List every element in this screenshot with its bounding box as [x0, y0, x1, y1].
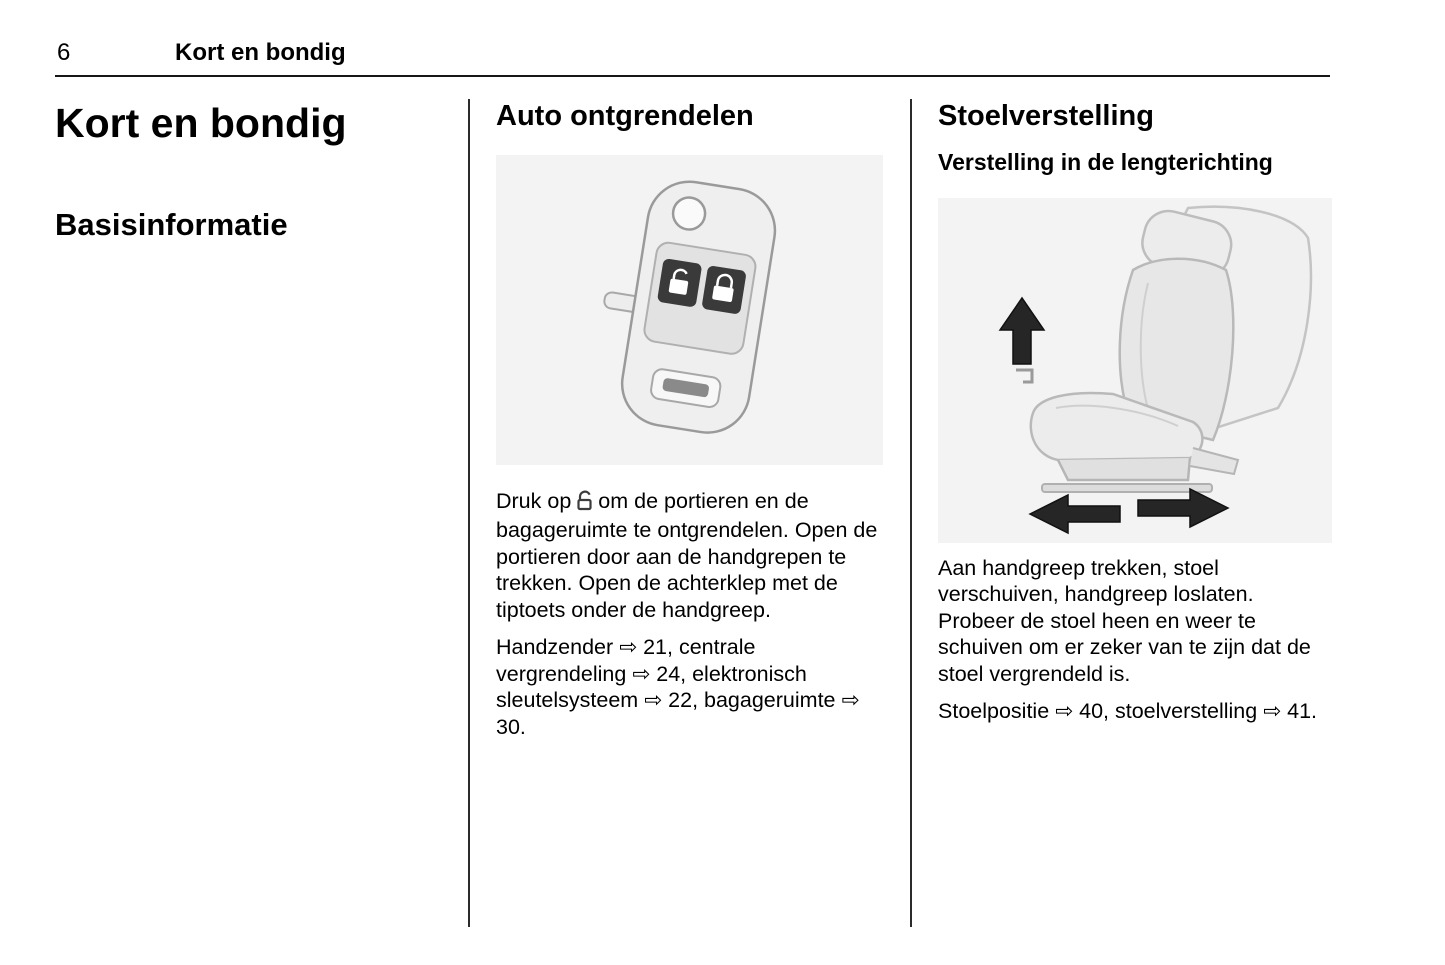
- column-middle: [470, 99, 910, 927]
- unlock-references: Handzender ⇨ 21, centrale vergrendeling ⇨ 24, elektronisch sleutelsysteem ⇨ 22, bagageruimte ⇨ 30.: [496, 635, 860, 739]
- header-rule: [55, 75, 1330, 77]
- seat-base: [1058, 458, 1190, 480]
- unlock-paragraph-before: Druk op: [496, 488, 572, 513]
- unlock-glyph-body: [668, 278, 688, 295]
- column-right: [912, 99, 1332, 927]
- seat-adjustment-illustration: [938, 198, 1332, 543]
- unlock-paragraph-after: om de portieren en de bagageruimte te ontgrendelen. Open de portieren door aan de handgrepen te trekken. Open de achterklep met de tiptoets onder de handgreep.: [496, 488, 878, 622]
- key-fob-graphic: [496, 155, 883, 465]
- seat-paragraph: Aan handgreep trekken, stoel verschuiven, handgreep loslaten. Probeer de stoel heen en weer te schuiven om er zeker van te zijn dat de stoel vergrendeld is.: [938, 555, 1311, 686]
- left-arrow-icon: [1030, 495, 1120, 533]
- topic-heading-unlock: Auto ontgrendelen: [496, 100, 754, 132]
- recline-lever: [1190, 448, 1238, 474]
- page-number: 6: [57, 39, 71, 66]
- topic-heading-seat: Stoelverstelling: [938, 100, 1154, 132]
- seat-references: Stoelpositie ⇨ 40, stoelverstelling ⇨ 41.: [938, 699, 1318, 724]
- column-left: [55, 99, 468, 927]
- up-arrow-icon: [1000, 298, 1044, 364]
- key-fob-illustration: [496, 155, 883, 465]
- seat-graphic: [938, 198, 1332, 543]
- unlock-paragraph: [496, 488, 883, 624]
- chapter-title: Kort en bondig: [55, 100, 347, 146]
- page-header: [0, 0, 1445, 66]
- section-title: Basisinformatie: [55, 207, 288, 243]
- unlock-icon: [576, 490, 593, 518]
- adjust-handle: [1016, 370, 1032, 382]
- running-header-title: Kort en bondig: [175, 39, 346, 66]
- right-arrow-icon: [1138, 489, 1228, 527]
- content-columns: [55, 99, 1445, 927]
- seat-rail: [1042, 484, 1212, 492]
- subtopic-heading-longitudinal: Verstelling in de lengterichting: [938, 148, 1273, 175]
